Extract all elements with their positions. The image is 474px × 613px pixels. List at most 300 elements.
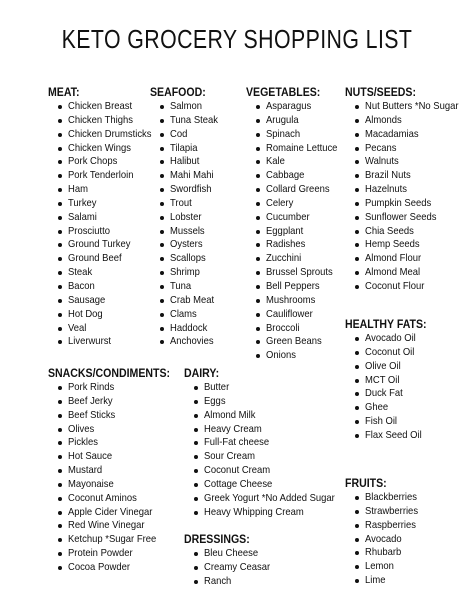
list-item bbox=[58, 114, 161, 128]
list-item-label: Flax Seed Oil bbox=[365, 428, 422, 441]
bullet-icon bbox=[160, 313, 164, 317]
list-item bbox=[355, 505, 424, 519]
bullet-icon bbox=[58, 230, 62, 234]
bullet-icon bbox=[160, 216, 164, 220]
list-item bbox=[355, 238, 469, 252]
list-item-label: Eggplant bbox=[266, 224, 304, 237]
bullet-icon bbox=[355, 579, 359, 583]
section-fruits bbox=[345, 476, 424, 588]
list-item bbox=[256, 322, 345, 336]
bullet-icon bbox=[355, 285, 359, 289]
list-item-label: Celery bbox=[266, 196, 294, 209]
bullet-icon bbox=[355, 105, 359, 109]
list-item bbox=[58, 519, 187, 533]
bullet-icon bbox=[160, 230, 164, 234]
bullet-icon bbox=[194, 455, 198, 459]
bullet-icon bbox=[355, 216, 359, 220]
list-item bbox=[58, 450, 187, 464]
list-item bbox=[355, 491, 424, 505]
list-item bbox=[355, 519, 424, 533]
list-item bbox=[58, 100, 161, 114]
section-heading: HEALTHY FATS: bbox=[345, 317, 427, 331]
list-item bbox=[58, 155, 161, 169]
list-item-label: Cottage Cheese bbox=[204, 477, 273, 490]
list-item-label: Duck Fat bbox=[365, 387, 403, 400]
list-item-label: Beef Sticks bbox=[68, 408, 116, 421]
list-item bbox=[58, 294, 161, 308]
bullet-icon bbox=[160, 160, 164, 164]
bullet-icon bbox=[355, 257, 359, 261]
list-item bbox=[58, 478, 187, 492]
list-item bbox=[160, 266, 223, 280]
list-item-label: Hemp Seeds bbox=[365, 238, 420, 251]
list-item bbox=[160, 155, 223, 169]
list-item-label: Butter bbox=[204, 381, 230, 393]
list-item bbox=[160, 197, 223, 211]
list-item-label: Steak bbox=[68, 266, 93, 279]
list-item bbox=[355, 100, 469, 114]
list-item bbox=[160, 335, 223, 349]
list-item bbox=[194, 464, 349, 478]
list-item-label: Greek Yogurt *No Added Sugar bbox=[204, 491, 335, 504]
bullet-icon bbox=[58, 455, 62, 459]
list-item-label: Swordfish bbox=[170, 183, 212, 196]
bullet-icon bbox=[58, 216, 62, 220]
list-item-label: Mussels bbox=[170, 224, 205, 237]
bullet-icon bbox=[355, 379, 359, 383]
list-item bbox=[58, 395, 187, 409]
list-item bbox=[355, 252, 469, 266]
item-list bbox=[184, 547, 278, 589]
list-item bbox=[355, 211, 469, 225]
bullet-icon bbox=[160, 202, 164, 206]
list-item-label: Mahi Mahi bbox=[170, 169, 214, 182]
list-item-label: Red Wine Vinegar bbox=[68, 519, 145, 532]
list-item-label: Avocado Oil bbox=[365, 332, 416, 344]
bullet-icon bbox=[256, 147, 260, 151]
bullet-icon bbox=[256, 313, 260, 317]
list-item-label: Fish Oil bbox=[365, 415, 398, 428]
bullet-icon bbox=[256, 216, 260, 220]
list-item-label: Ham bbox=[68, 183, 88, 196]
list-item-label: Clams bbox=[170, 307, 197, 320]
section-dairy bbox=[184, 366, 349, 519]
section-dressings bbox=[184, 532, 278, 589]
list-item bbox=[58, 506, 187, 520]
bullet-icon bbox=[355, 565, 359, 569]
bullet-icon bbox=[58, 147, 62, 151]
list-item-label: Pickles bbox=[68, 436, 98, 449]
list-item-label: Walnuts bbox=[365, 155, 399, 168]
bullet-icon bbox=[355, 551, 359, 555]
section-vegetables bbox=[246, 85, 345, 363]
list-item-label: Olive Oil bbox=[365, 359, 401, 372]
bullet-icon bbox=[355, 202, 359, 206]
list-item-label: Radishes bbox=[266, 238, 306, 251]
bullet-icon bbox=[256, 243, 260, 247]
list-item-label: Hazelnuts bbox=[365, 183, 408, 196]
bullet-icon bbox=[256, 160, 260, 164]
list-item bbox=[58, 266, 161, 280]
bullet-icon bbox=[256, 299, 260, 303]
list-item-label: Brazil Nuts bbox=[365, 169, 411, 182]
list-item bbox=[355, 374, 438, 388]
bullet-icon bbox=[58, 428, 62, 432]
bullet-icon bbox=[194, 469, 198, 473]
list-item bbox=[355, 155, 469, 169]
section-heading: VEGETABLES: bbox=[246, 85, 321, 99]
list-item-label: Sunflower Seeds bbox=[365, 210, 437, 223]
bullet-icon bbox=[194, 428, 198, 432]
list-item-label: Crab Meat bbox=[170, 293, 215, 306]
list-item-label: Prosciutto bbox=[68, 224, 111, 237]
bullet-icon bbox=[194, 414, 198, 418]
list-item bbox=[58, 280, 161, 294]
bullet-icon bbox=[58, 243, 62, 247]
list-item-label: Rhubarb bbox=[365, 546, 402, 559]
bullet-icon bbox=[58, 386, 62, 390]
bullet-icon bbox=[194, 580, 198, 584]
list-item-label: Pecans bbox=[365, 141, 397, 154]
bullet-icon bbox=[355, 271, 359, 275]
bullet-icon bbox=[160, 327, 164, 331]
section-heading: NUTS/SEEDS: bbox=[345, 85, 417, 99]
bullet-icon bbox=[160, 271, 164, 275]
bullet-icon bbox=[58, 469, 62, 473]
bullet-icon bbox=[355, 420, 359, 424]
list-item bbox=[256, 308, 345, 322]
list-item bbox=[58, 308, 161, 322]
list-item bbox=[355, 332, 438, 346]
bullet-icon bbox=[58, 257, 62, 261]
list-item bbox=[160, 183, 223, 197]
list-item-label: Creamy Ceasar bbox=[204, 560, 271, 573]
list-item bbox=[160, 169, 223, 183]
list-item bbox=[256, 266, 345, 280]
list-item bbox=[160, 238, 223, 252]
list-item-label: Bleu Cheese bbox=[204, 547, 259, 559]
list-item bbox=[194, 478, 349, 492]
list-item-label: Coconut Oil bbox=[365, 345, 415, 358]
bullet-icon bbox=[58, 299, 62, 303]
bullet-icon bbox=[355, 337, 359, 341]
list-item bbox=[58, 169, 161, 183]
list-item bbox=[160, 225, 223, 239]
list-item bbox=[160, 294, 223, 308]
list-item-label: Brussel Sprouts bbox=[266, 266, 333, 279]
bullet-icon bbox=[58, 566, 62, 570]
section-heading: DAIRY: bbox=[184, 366, 220, 380]
bullet-icon bbox=[256, 133, 260, 137]
list-item-label: Apple Cider Vinegar bbox=[68, 505, 153, 518]
bullet-icon bbox=[58, 340, 62, 344]
list-item bbox=[355, 415, 438, 429]
list-item bbox=[194, 492, 349, 506]
list-item-label: Chicken Thighs bbox=[68, 113, 133, 126]
list-item-label: Turkey bbox=[68, 196, 97, 209]
list-item-label: Oysters bbox=[170, 238, 203, 251]
list-item bbox=[194, 423, 349, 437]
list-item-label: Onions bbox=[266, 349, 296, 362]
list-item bbox=[58, 128, 161, 142]
list-item bbox=[355, 266, 469, 280]
section-heading: DRESSINGS: bbox=[184, 532, 250, 546]
bullet-icon bbox=[355, 230, 359, 234]
list-item bbox=[355, 360, 438, 374]
item-list bbox=[345, 332, 438, 443]
section-heading: SEAFOOD: bbox=[150, 85, 206, 99]
section-meat bbox=[48, 85, 161, 349]
list-item bbox=[58, 225, 161, 239]
list-item-label: Almond Milk bbox=[204, 408, 256, 421]
list-item bbox=[160, 114, 223, 128]
list-item-label: Arugula bbox=[266, 113, 299, 126]
list-item-label: Collard Greens bbox=[266, 183, 330, 196]
list-item-label: Veal bbox=[68, 321, 87, 334]
list-item bbox=[58, 423, 187, 437]
list-item-label: Cocoa Powder bbox=[68, 560, 130, 573]
list-item bbox=[355, 401, 438, 415]
bullet-icon bbox=[58, 524, 62, 528]
bullet-icon bbox=[355, 174, 359, 178]
list-item bbox=[58, 464, 187, 478]
bullet-icon bbox=[160, 174, 164, 178]
bullet-icon bbox=[160, 147, 164, 151]
list-item bbox=[160, 100, 223, 114]
bullet-icon bbox=[58, 133, 62, 137]
list-item-label: Green Beans bbox=[266, 335, 322, 348]
list-item-label: Tilapia bbox=[170, 141, 198, 154]
list-item-label: Spinach bbox=[266, 127, 301, 140]
list-item bbox=[355, 225, 469, 239]
list-item bbox=[58, 547, 187, 561]
bullet-icon bbox=[256, 285, 260, 289]
list-item bbox=[256, 238, 345, 252]
bullet-icon bbox=[194, 400, 198, 404]
bullet-icon bbox=[355, 119, 359, 123]
bullet-icon bbox=[58, 483, 62, 487]
list-item-label: Tuna bbox=[170, 279, 192, 292]
list-item bbox=[58, 436, 187, 450]
list-item-label: Strawberries bbox=[365, 504, 419, 517]
bullet-icon bbox=[194, 552, 198, 556]
list-item-label: Chicken Breast bbox=[68, 100, 133, 112]
list-item-label: Eggs bbox=[204, 394, 226, 407]
bullet-icon bbox=[58, 105, 62, 109]
list-item-label: Ghee bbox=[365, 401, 389, 414]
bullet-icon bbox=[194, 483, 198, 487]
bullet-icon bbox=[160, 243, 164, 247]
bullet-icon bbox=[160, 133, 164, 137]
list-item bbox=[194, 561, 278, 575]
item-list bbox=[48, 381, 187, 575]
list-item bbox=[355, 169, 469, 183]
list-item bbox=[194, 547, 278, 561]
list-item-label: Coconut Aminos bbox=[68, 491, 137, 504]
bullet-icon bbox=[160, 340, 164, 344]
list-item-label: Mustard bbox=[68, 464, 103, 477]
list-item-label: Kale bbox=[266, 155, 285, 168]
list-item-label: Macadamias bbox=[365, 127, 419, 140]
list-item bbox=[160, 142, 223, 156]
list-item-label: Olives bbox=[68, 422, 95, 435]
list-item bbox=[194, 436, 349, 450]
section-heading: MEAT: bbox=[48, 85, 80, 99]
bullet-icon bbox=[58, 327, 62, 331]
list-item bbox=[256, 100, 345, 114]
bullet-icon bbox=[58, 313, 62, 317]
list-item-label: Lime bbox=[365, 574, 386, 587]
list-item-label: Coconut Flour bbox=[365, 279, 425, 292]
list-item-label: Sausage bbox=[68, 293, 106, 306]
list-item-label: Raspberries bbox=[365, 518, 416, 531]
bullet-icon bbox=[58, 511, 62, 515]
bullet-icon bbox=[194, 497, 198, 501]
list-item-label: Lobster bbox=[170, 210, 202, 223]
list-item-label: Pork Tenderloin bbox=[68, 169, 134, 182]
bullet-icon bbox=[160, 105, 164, 109]
list-item-label: Haddock bbox=[170, 321, 208, 334]
bullet-icon bbox=[256, 354, 260, 358]
list-item bbox=[355, 114, 469, 128]
bullet-icon bbox=[355, 434, 359, 438]
list-item bbox=[58, 183, 161, 197]
bullet-icon bbox=[58, 202, 62, 206]
list-item bbox=[58, 561, 187, 575]
list-item bbox=[58, 238, 161, 252]
bullet-icon bbox=[58, 160, 62, 164]
list-item-label: Ketchup *Sugar Free bbox=[68, 533, 157, 546]
bullet-icon bbox=[355, 160, 359, 164]
bullet-icon bbox=[256, 188, 260, 192]
list-item-label: Shrimp bbox=[170, 266, 200, 279]
list-item-label: Hot Sauce bbox=[68, 450, 113, 463]
bullet-icon bbox=[355, 496, 359, 500]
list-item bbox=[194, 395, 349, 409]
list-item bbox=[58, 533, 187, 547]
list-item-label: Lemon bbox=[365, 560, 394, 573]
list-item bbox=[355, 546, 424, 560]
list-item-label: Mayonaise bbox=[68, 477, 114, 490]
list-item bbox=[355, 346, 438, 360]
bullet-icon bbox=[256, 105, 260, 109]
list-item-label: Blackberries bbox=[365, 491, 418, 503]
list-item bbox=[194, 381, 349, 395]
bullet-icon bbox=[194, 511, 198, 515]
list-item-label: MCT Oil bbox=[365, 373, 400, 386]
section-heading: SNACKS/CONDIMENTS: bbox=[48, 366, 171, 380]
bullet-icon bbox=[355, 406, 359, 410]
bullet-icon bbox=[194, 566, 198, 570]
list-item bbox=[58, 335, 161, 349]
bullet-icon bbox=[355, 147, 359, 151]
list-item bbox=[58, 211, 161, 225]
bullet-icon bbox=[58, 174, 62, 178]
bullet-icon bbox=[58, 441, 62, 445]
list-item-label: Zucchini bbox=[266, 252, 302, 265]
list-item-label: Salmon bbox=[170, 100, 203, 112]
list-item-label: Salami bbox=[68, 210, 97, 223]
bullet-icon bbox=[160, 285, 164, 289]
bullet-icon bbox=[355, 538, 359, 542]
list-item bbox=[355, 142, 469, 156]
list-item bbox=[160, 128, 223, 142]
list-item bbox=[256, 211, 345, 225]
bullet-icon bbox=[355, 524, 359, 528]
list-item-label: Almond Meal bbox=[365, 266, 421, 279]
list-item bbox=[355, 280, 469, 294]
list-item bbox=[58, 322, 161, 336]
list-item-label: Chicken Wings bbox=[68, 141, 132, 154]
list-item bbox=[256, 183, 345, 197]
list-item-label: Chicken Drumsticks bbox=[68, 127, 152, 140]
list-item bbox=[355, 387, 438, 401]
list-item bbox=[256, 142, 345, 156]
list-item-label: Pork Rinds bbox=[68, 381, 115, 393]
list-item bbox=[160, 252, 223, 266]
list-item bbox=[355, 197, 469, 211]
bullet-icon bbox=[355, 243, 359, 247]
list-item bbox=[355, 533, 424, 547]
list-item-label: Anchovies bbox=[170, 335, 214, 348]
list-item-label: Broccoli bbox=[266, 321, 300, 334]
list-item-label: Cauliflower bbox=[266, 307, 313, 320]
section-seafood bbox=[150, 85, 223, 349]
bullet-icon bbox=[355, 351, 359, 355]
bullet-icon bbox=[58, 271, 62, 275]
list-item bbox=[58, 252, 161, 266]
list-item-label: Full-Fat cheese bbox=[204, 436, 270, 449]
bullet-icon bbox=[160, 188, 164, 192]
item-list bbox=[345, 100, 469, 294]
bullet-icon bbox=[58, 538, 62, 542]
list-item bbox=[256, 197, 345, 211]
list-item-label: Heavy Whipping Cream bbox=[204, 505, 304, 518]
list-item-label: Trout bbox=[170, 196, 192, 209]
list-item bbox=[160, 280, 223, 294]
list-item bbox=[160, 308, 223, 322]
list-item bbox=[256, 252, 345, 266]
list-item-label: Ranch bbox=[204, 574, 232, 587]
bullet-icon bbox=[58, 552, 62, 556]
bullet-icon bbox=[355, 365, 359, 369]
list-item bbox=[58, 409, 187, 423]
list-item bbox=[58, 381, 187, 395]
list-item bbox=[256, 155, 345, 169]
list-item-label: Ground Turkey bbox=[68, 238, 131, 251]
bullet-icon bbox=[256, 271, 260, 275]
bullet-icon bbox=[256, 340, 260, 344]
item-list bbox=[150, 100, 223, 349]
list-item-label: Protein Powder bbox=[68, 547, 133, 560]
list-item-label: Mushrooms bbox=[266, 293, 316, 306]
list-item-label: Beef Jerky bbox=[68, 394, 113, 407]
list-item-label: Hot Dog bbox=[68, 307, 103, 320]
list-item bbox=[355, 128, 469, 142]
list-item-label: Chia Seeds bbox=[365, 224, 414, 237]
bullet-icon bbox=[355, 188, 359, 192]
list-item bbox=[256, 294, 345, 308]
section-snacks-condiments bbox=[48, 366, 187, 575]
list-item bbox=[256, 114, 345, 128]
list-item bbox=[355, 574, 424, 588]
list-item-label: Cucumber bbox=[266, 210, 310, 223]
bullet-icon bbox=[58, 497, 62, 501]
bullet-icon bbox=[256, 257, 260, 261]
list-item bbox=[256, 128, 345, 142]
bullet-icon bbox=[194, 441, 198, 445]
list-item-label: Almonds bbox=[365, 113, 402, 126]
